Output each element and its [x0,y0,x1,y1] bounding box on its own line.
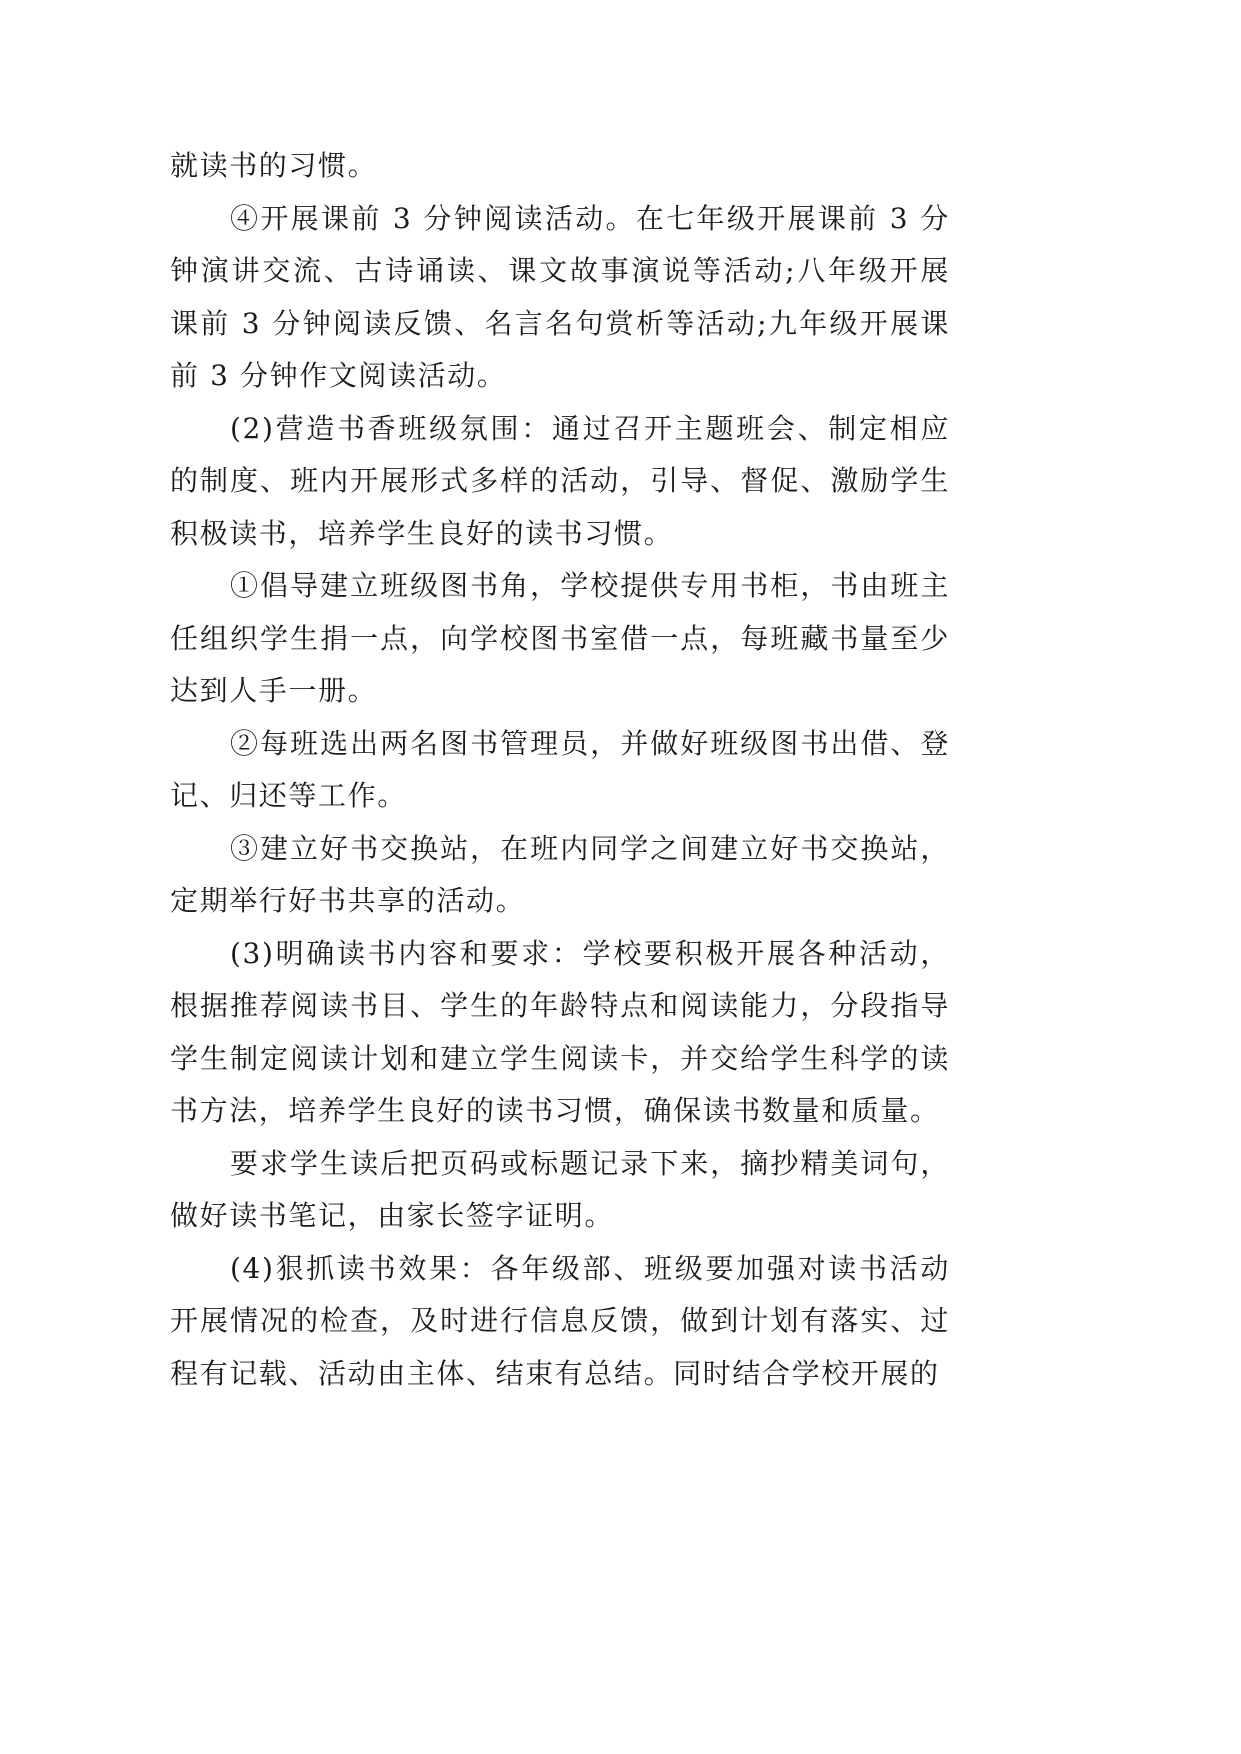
document-body [170,140,950,1400]
paragraph-item-1-book-corner: ①倡导建立班级图书角，学校提供专用书柜，书由班主任组织学生捐一点，向学校图书室借一点，每班藏书量至少达到人手一册。 [170,569,950,707]
paragraph-section-4-reading-effect: (4)狠抓读书效果：各年级部、班级要加强对读书活动开展情况的检查，及时进行信息反馈，做到计划有落实、过程有记载、活动由主体、结束有总结。同时结合学校开展的 [170,1251,950,1390]
paragraph-item-4-reading-activity: ④开展课前 3 分钟阅读活动。在七年级开展课前 3 分钟演讲交流、古诗诵读、课文故事演说等活动;八年级开展课前 3 分钟阅读反馈、名言名句赏析等活动;九年级开展课前 3 分钟作文阅读活动。 [170,201,950,392]
paragraph-item-2-librarians: ②每班选出两名图书管理员，并做好班级图书出借、登记、归还等工作。 [170,726,950,812]
paragraph-section-2-class-atmosphere: (2)营造书香班级氛围：通过召开主题班会、制定相应的制度、班内开展形式多样的活动，引导、督促、激励学生积极读书，培养学生良好的读书习惯。 [170,411,950,550]
paragraph-reading-notes: 要求学生读后把页码或标题记录下来，摘抄精美词句，做好读书笔记，由家长签字证明。 [170,1146,950,1232]
paragraph-section-3-reading-requirements: (3)明确读书内容和要求：学校要积极开展各种活动，根据推荐阅读书目、学生的年龄特点和阅读能力，分段指导学生制定阅读计划和建立学生阅读卡，并交给学生科学的读书方法，培养学生良好的读书习惯，确保读书数量和质量。 [170,936,950,1127]
paragraph-item-3-book-exchange: ③建立好书交换站，在班内同学之间建立好书交换站，定期举行好书共享的活动。 [170,831,950,917]
paragraph-continuation: 就读书的习惯。 [170,149,378,182]
